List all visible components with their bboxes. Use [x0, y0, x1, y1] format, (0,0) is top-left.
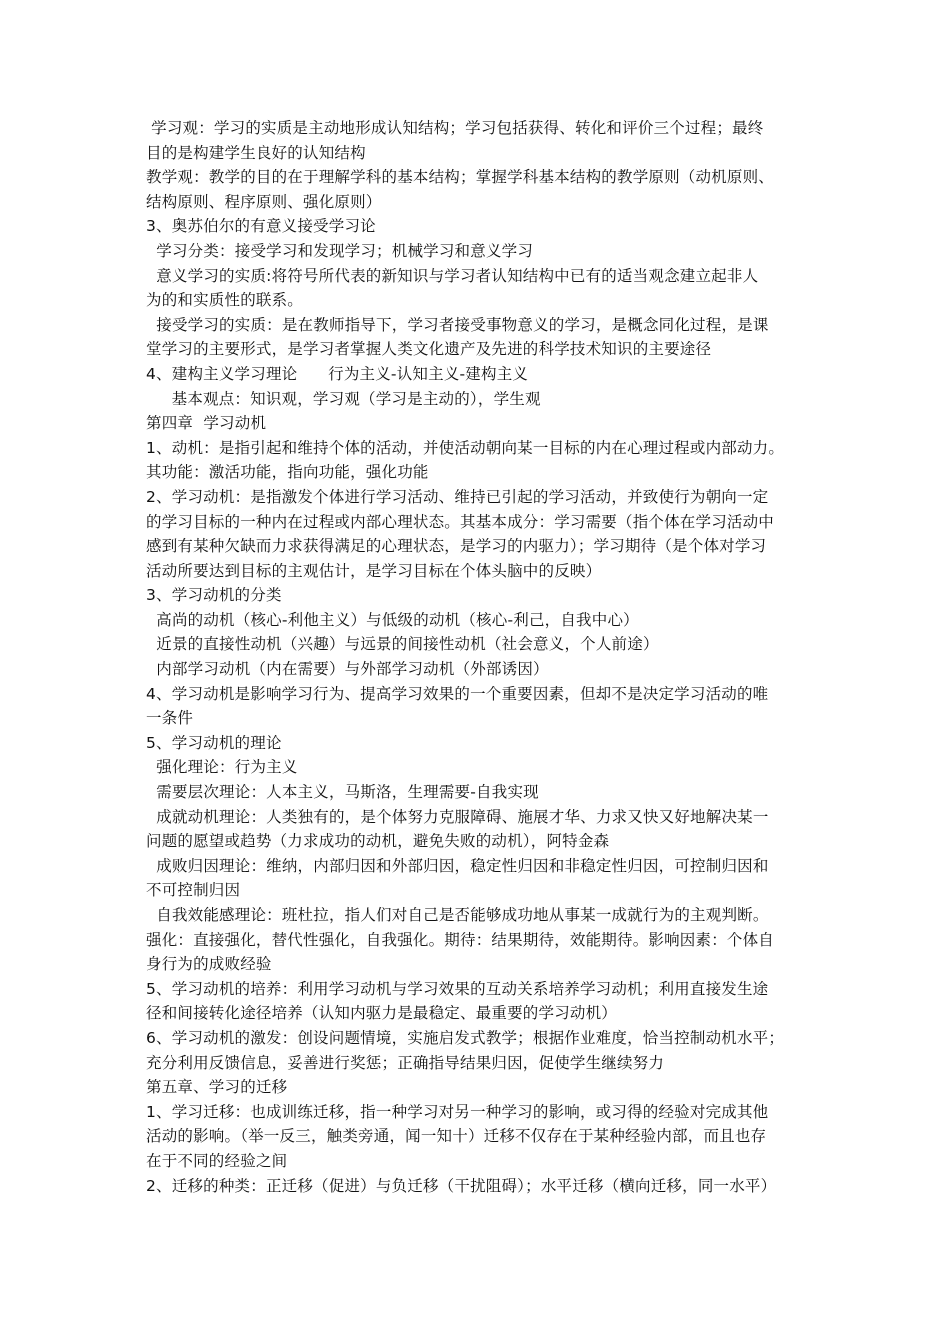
section-heading: 3、学习动机的分类 [146, 586, 282, 605]
section-heading: 3、奥苏伯尔的有意义接受学习论 [146, 217, 376, 236]
text-line: 学习观：学习的实质是主动地形成认知结构；学习包括获得、转化和评价三个过程；最终 [146, 119, 764, 137]
text-line: 2、迁移的种类：正迁移（促进）与负迁移（干扰阻碍）；水平迁移（横向迁移，同一水平） [146, 1176, 777, 1195]
text-line: 问题的愿望或趋势（力求成功的动机，避免失败的动机），阿特金森 [146, 832, 610, 851]
text-line: 5、学习动机的培养：利用学习动机与学习效果的互动关系培养学习动机；利用直接发生途 [146, 979, 769, 998]
text-line: 一条件 [146, 709, 194, 728]
text-line: 自我效能感理论：班杜拉，指人们对自己是否能够成功地从事某一成就行为的主观判断。 [146, 906, 769, 924]
text-line: 2、学习动机：是指激发个体进行学习活动、维持已引起的学习活动，并致使行为朝向一定 [146, 487, 769, 506]
text-line: 近景的直接性动机（兴趣）与远景的间接性动机（社会意义，个人前途） [146, 635, 659, 654]
text-line: 学习分类：接受学习和发现学习；机械学习和意义学习 [146, 241, 534, 260]
text-line: 不可控制归因 [146, 881, 241, 900]
text-line: 为的和实质性的联系。 [146, 291, 304, 310]
text-line: 径和间接转化途径培养（认知内驱力是最稳定、最重要的学习动机） [146, 1004, 618, 1023]
chapter-heading: 第五章、学习的迁移 [146, 1078, 288, 1097]
text-line: 目的是构建学生良好的认知结构 [146, 143, 366, 162]
text-line: 其功能：激活功能，指向功能，强化功能 [146, 463, 429, 482]
text-line: 高尚的动机（核心-利他主义）与低级的动机（核心-利己，自我中心） [146, 610, 639, 629]
text-line: 强化理论：行为主义 [146, 758, 298, 777]
text-line: 接受学习的实质：是在教师指导下，学习者接受事物意义的学习，是概念同化过程，是课 [146, 315, 769, 334]
text-line: 在于不同的经验之间 [146, 1151, 288, 1170]
text-line: 意义学习的实质:将符号所代表的新知识与学习者认知结构中已有的适当观念建立起非人 [146, 266, 759, 285]
text-line: 4、学习动机是影响学习行为、提高学习效果的一个重要因素，但却不是决定学习活动的唯 [146, 684, 769, 703]
text-line: 活动的影响。（举一反三，触类旁通，闻一知十）迁移不仅存在于某种经验内部，而且也存 [146, 1127, 767, 1146]
text-line: 1、学习迁移：也成训练迁移，指一种学习对另一种学习的影响，或习得的经验对完成其他 [146, 1102, 769, 1121]
text-line: 教学观：教学的目的在于理解学科的基本结构；掌握学科基本结构的教学原则（动机原则、 [146, 168, 775, 187]
section-heading: 5、学习动机的理论 [146, 733, 282, 752]
text-line: 充分利用反馈信息，妥善进行奖惩；正确指导结果归因，促使学生继续努力 [146, 1053, 665, 1072]
text-line: 内部学习动机（内在需要）与外部学习动机（外部诱因） [146, 660, 549, 679]
chapter-heading: 第四章 学习动机 [146, 414, 267, 433]
text-line: 强化：直接强化，替代性强化，自我强化。期待：结果期待，效能期待。影响因素：个体自 [146, 930, 775, 949]
text-line: 结构原则、程序原则、强化原则） [146, 192, 382, 211]
text-line: 基本观点：知识观，学习观（学习是主动的），学生观 [146, 389, 541, 408]
text-line: 感到有某种欠缺而力求获得满足的心理状态，是学习的内驱力）；学习期待（是个体对学习 [146, 537, 767, 556]
text-line: 需要层次理论：人本主义，马斯洛，生理需要-自我实现 [146, 783, 539, 802]
text-line: 成就动机理论：人类独有的，是个体努力克服障碍、施展才华、力求又快又好地解决某一 [146, 807, 769, 826]
text-line: 成败归因理论：维纳，内部归因和外部归因，稳定性归因和非稳定性归因，可控制归因和 [146, 856, 769, 875]
document-body [146, 116, 810, 1198]
text-line: 活动所要达到目标的主观估计，是学习目标在个体头脑中的反映） [146, 561, 602, 580]
text-line: 1、动机：是指引起和维持个体的活动，并使活动朝向某一目标的内在心理过程或内部动力。 [146, 438, 785, 457]
text-line: 的学习目标的一种内在过程或内部心理状态。其基本成分：学习需要（指个体在学习活动中 [146, 512, 775, 531]
text-line: 6、学习动机的激发：创设问题情境，实施启发式教学；根据作业难度，恰当控制动机水平； [146, 1028, 785, 1047]
text-line: 身行为的成败经验 [146, 955, 272, 974]
text-line: 堂学习的主要形式，是学习者掌握人类文化遗产及先进的科学技术知识的主要途径 [146, 340, 712, 359]
section-heading: 4、建构主义学习理论 行为主义-认知主义-建构主义 [146, 364, 529, 383]
